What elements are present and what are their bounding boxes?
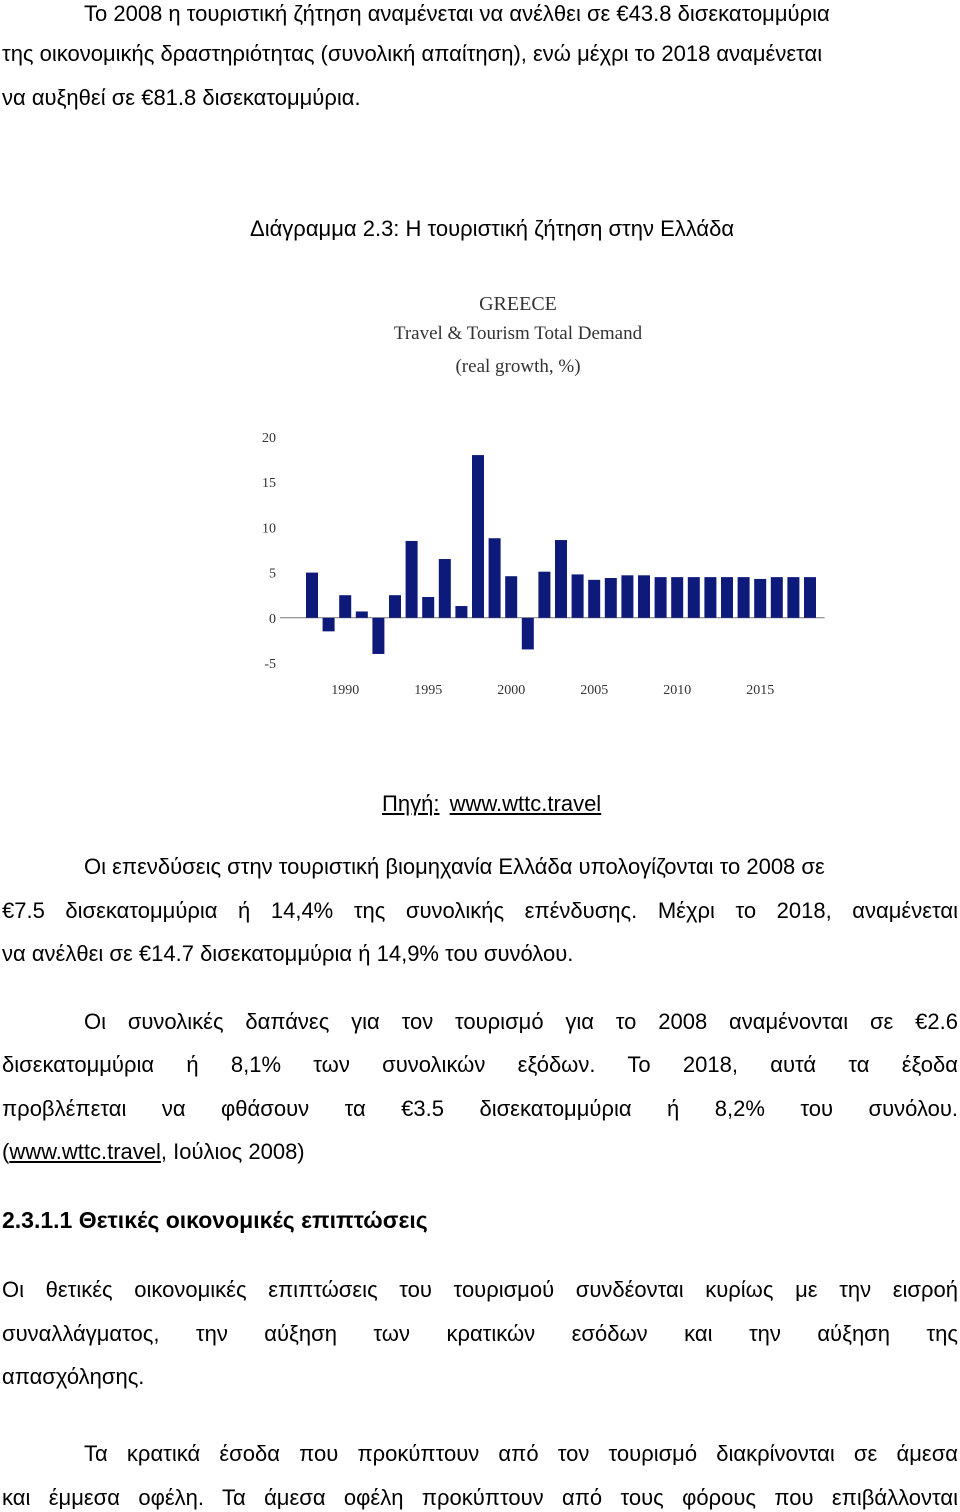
bar-2009 <box>655 577 667 618</box>
para2-line-1: Οι συνολικές δαπάνες για τον τουρισμό για το 2008 αναμένονται σε €2.6 <box>84 1009 958 1034</box>
x-tick-label: 2015 <box>746 683 775 698</box>
bar-2010 <box>671 577 683 618</box>
x-tick-label: 2005 <box>580 683 609 698</box>
intro-line-2: της οικονομικής δραστηριότητας (συνολική απαίτηση), ενώ μέχρι το 2018 αναμένεται <box>2 41 823 66</box>
y-tick-label: 10 <box>262 521 276 537</box>
bar-2006 <box>605 578 617 618</box>
source-line <box>382 790 601 818</box>
bar-2003 <box>555 540 567 618</box>
x-tick-label: 1990 <box>331 683 360 698</box>
bar-2018 <box>804 577 816 618</box>
bar-2007 <box>621 575 633 617</box>
y-tick-label: 15 <box>262 476 276 492</box>
para2-date: , Ιούλιος 2008) <box>160 1139 305 1164</box>
bar-2012 <box>704 577 716 618</box>
source-link[interactable]: www.wttc.travel <box>449 791 602 816</box>
intro-line-1: Το 2008 η τουριστική ζήτηση αναμένεται να ανέλθει σε €43.8 δισεκατομμύρια <box>84 1 830 26</box>
para3-line-1: Οι θετικές οικονομικές επιπτώσεις του τουρισμού συνδέονται κυρίως με την εισροή <box>2 1277 958 1302</box>
bar-2004 <box>572 574 584 617</box>
y-tick-label: 5 <box>269 566 276 582</box>
bar-1995 <box>422 597 434 618</box>
bar-1997 <box>455 606 467 618</box>
bar-2000 <box>505 576 517 618</box>
chart-title: GREECE <box>479 293 557 315</box>
y-tick-label: -5 <box>264 657 276 672</box>
y-tick-label: 0 <box>269 611 276 627</box>
bar-2002 <box>538 572 550 618</box>
intro-line-3: να αυξηθεί σε €81.8 δισεκατομμύρια. <box>2 85 361 110</box>
bar-2001 <box>522 618 534 650</box>
chart-subtitle: Travel & Tourism Total Demand <box>393 323 643 344</box>
bar-2011 <box>688 577 700 618</box>
para3-line-3: απασχόλησης. <box>2 1364 145 1389</box>
para2-line-2: δισεκατομμύρια ή 8,1% των συνολικών εξόδων. Το 2018, αυτά τα έξοδα <box>2 1052 958 1077</box>
x-tick-label: 2010 <box>663 683 692 698</box>
para2-line-3: προβλέπεται να φθάσουν τα €3.5 δισεκατομμύρια ή 8,2% του συνόλου. <box>2 1096 958 1121</box>
x-tick-label: 2000 <box>497 683 526 698</box>
source-label: Πηγή: <box>382 791 440 816</box>
bar-2005 <box>588 580 600 618</box>
bar-1998 <box>472 455 484 618</box>
bar-1999 <box>489 538 501 618</box>
bar-1990 <box>339 595 351 618</box>
x-tick-label: 1995 <box>414 683 443 698</box>
para4-line-1: Τα κρατικά έσοδα που προκύπτουν από τον τουρισμό διακρίνονται σε άμεσα <box>84 1441 958 1466</box>
bar-2016 <box>771 577 783 618</box>
section-heading: 2.3.1.1 Θετικές οικονομικές επιπτώσεις <box>2 1207 428 1233</box>
para1-line-1: Οι επενδύσεις στην τουριστική βιομηχανία Ελλάδα υπολογίζονται το 2008 σε <box>84 854 825 879</box>
chart-subtitle-2: (real growth, %) <box>455 356 581 377</box>
para2-line-4 <box>2 1138 305 1166</box>
bar-1996 <box>439 559 451 618</box>
figure-caption: Διάγραμμα 2.3: Η τουριστική ζήτηση στην Ελλάδα <box>250 216 735 241</box>
bar-2015 <box>754 579 766 618</box>
para2-open-paren: ( <box>2 1139 10 1164</box>
tourism-demand-chart <box>240 280 840 700</box>
bar-1993 <box>389 595 401 618</box>
bar-1994 <box>406 541 418 618</box>
para1-line-2: €7.5 δισεκατομμύρια ή 14,4% της συνολικής επένδυσης. Μέχρι το 2018, αναμένεται <box>2 898 958 923</box>
bar-2008 <box>638 575 650 617</box>
bar-2017 <box>787 577 799 618</box>
bar-1988 <box>306 573 318 618</box>
bar-1991 <box>356 611 368 617</box>
wttc-link[interactable]: www.wttc.travel <box>9 1139 161 1164</box>
para3-line-2: συναλλάγματος, την αύξηση των κρατικών εσόδων και την αύξηση της <box>2 1321 958 1346</box>
y-tick-label: 20 <box>262 431 276 446</box>
x-axis <box>331 683 774 698</box>
bar-2013 <box>721 577 733 618</box>
bar-1989 <box>323 618 335 632</box>
y-axis <box>262 431 825 672</box>
bar-2014 <box>738 577 750 618</box>
bar-1992 <box>372 618 384 654</box>
para4-line-2: και έμμεσα οφέλη. Τα άμεσα οφέλη προκύπτουν από τους φόρους που επιβάλλονται <box>2 1485 958 1510</box>
bar-series <box>306 455 816 654</box>
para1-line-3: να ανέλθει σε €14.7 δισεκατομμύρια ή 14,9% του συνόλου. <box>2 941 574 966</box>
